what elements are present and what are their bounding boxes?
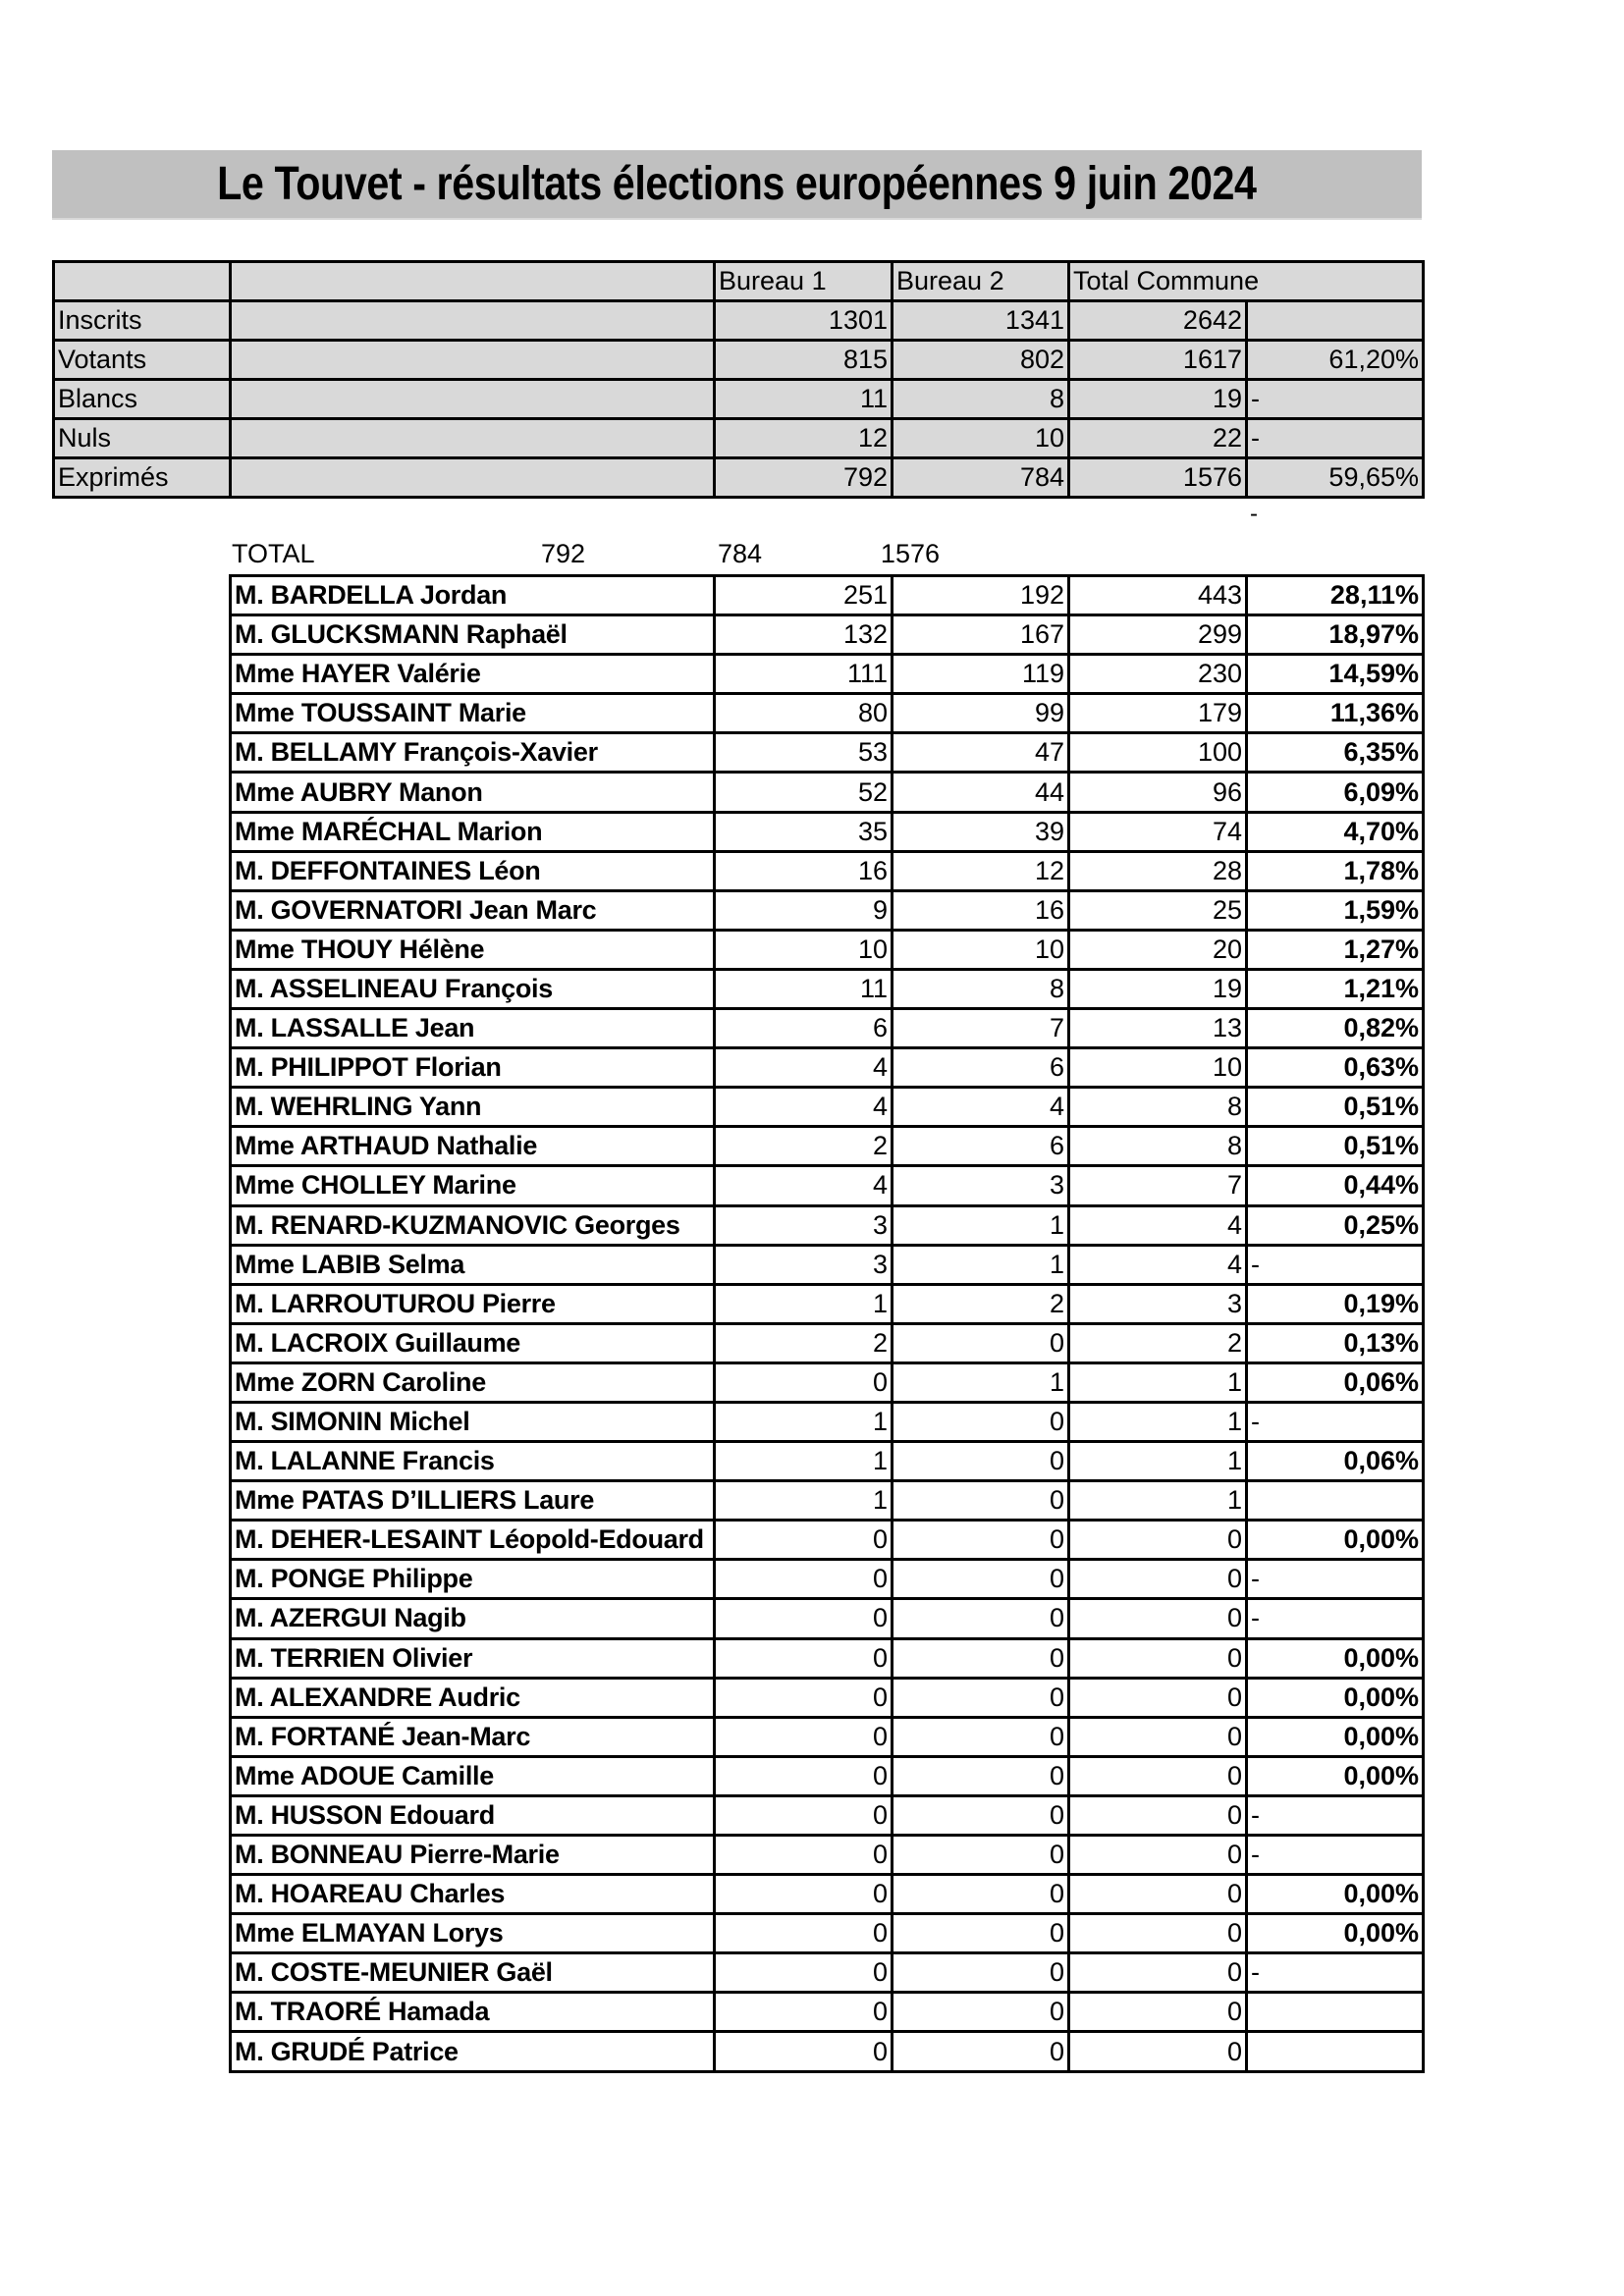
candidate-pct: 0,00%	[1247, 1756, 1424, 1795]
stray-dash: -	[1250, 501, 1258, 527]
candidate-bureau-2: 0	[893, 1914, 1069, 1953]
summary-header-cell: Bureau 1	[715, 262, 893, 301]
candidate-bureau-1: 0	[715, 1521, 893, 1560]
candidate-pct: 0,00%	[1247, 1678, 1424, 1717]
candidate-name: M. TERRIEN Olivier	[231, 1638, 715, 1678]
candidate-total: 28	[1069, 851, 1247, 890]
summary-pct: 59,65%	[1247, 458, 1424, 498]
candidate-name: M. AZERGUI Nagib	[231, 1599, 715, 1638]
candidate-total: 7	[1069, 1166, 1247, 1205]
summary-blank	[231, 419, 715, 458]
candidate-pct: -	[1247, 1560, 1424, 1599]
candidate-name: Mme ARTHAUD Nathalie	[231, 1127, 715, 1166]
candidate-bureau-1: 10	[715, 930, 893, 969]
summary-blank	[231, 341, 715, 380]
candidate-name: Mme TOUSSAINT Marie	[231, 694, 715, 733]
candidate-pct: 1,21%	[1247, 969, 1424, 1008]
candidate-bureau-2: 2	[893, 1284, 1069, 1323]
summary-table	[52, 260, 1425, 499]
candidate-bureau-1: 0	[715, 1362, 893, 1402]
summary-bureau-1: 815	[715, 341, 893, 380]
candidate-total: 0	[1069, 1756, 1247, 1795]
summary-label: Votants	[54, 341, 231, 380]
candidate-name: Mme AUBRY Manon	[231, 773, 715, 812]
candidate-bureau-1: 0	[715, 1836, 893, 1875]
candidate-name: Mme HAYER Valérie	[231, 655, 715, 694]
candidate-bureau-2: 0	[893, 1521, 1069, 1560]
candidate-total: 0	[1069, 1678, 1247, 1717]
candidate-bureau-1: 0	[715, 1953, 893, 1993]
total-row	[229, 535, 1422, 574]
candidate-bureau-2: 44	[893, 773, 1069, 812]
candidate-bureau-2: 6	[893, 1048, 1069, 1088]
title-bar	[52, 150, 1422, 220]
candidate-pct: 18,97%	[1247, 615, 1424, 655]
summary-row	[54, 380, 1424, 419]
candidate-bureau-2: 6	[893, 1127, 1069, 1166]
summary-label: Blancs	[54, 380, 231, 419]
candidate-bureau-2: 192	[893, 576, 1069, 615]
summary-total: 2642	[1069, 301, 1247, 341]
candidate-name: M. DEHER-LESAINT Léopold-Edouard	[231, 1521, 715, 1560]
candidate-name: Mme ZORN Caroline	[231, 1362, 715, 1402]
candidate-pct: 0,00%	[1247, 1914, 1424, 1953]
candidate-bureau-2: 0	[893, 1638, 1069, 1678]
candidate-pct: -	[1247, 1402, 1424, 1441]
candidate-total: 74	[1069, 812, 1247, 851]
candidate-name: M. ALEXANDRE Audric	[231, 1678, 715, 1717]
candidate-total: 20	[1069, 930, 1247, 969]
candidate-pct: 0,63%	[1247, 1048, 1424, 1088]
candidate-bureau-2: 0	[893, 2032, 1069, 2071]
candidate-bureau-1: 0	[715, 1638, 893, 1678]
candidate-bureau-1: 0	[715, 2032, 893, 2071]
candidate-bureau-1: 0	[715, 1678, 893, 1717]
summary-header-row	[54, 262, 1424, 301]
candidate-row	[231, 1009, 1424, 1048]
summary-row	[54, 458, 1424, 498]
candidate-bureau-2: 0	[893, 1599, 1069, 1638]
candidate-pct: 1,59%	[1247, 890, 1424, 930]
page-title: Le Touvet - résultats élections européennes 9 juin 2024	[217, 158, 1257, 210]
candidate-row	[231, 576, 1424, 615]
candidate-bureau-1: 1	[715, 1481, 893, 1521]
candidate-pct: 0,06%	[1247, 1362, 1424, 1402]
candidate-bureau-2: 0	[893, 1402, 1069, 1441]
candidate-name: M. LALANNE Francis	[231, 1442, 715, 1481]
candidate-name: M. HOAREAU Charles	[231, 1875, 715, 1914]
summary-row	[54, 341, 1424, 380]
summary-bureau-2: 784	[893, 458, 1069, 498]
candidate-bureau-1: 2	[715, 1323, 893, 1362]
candidate-pct: 0,06%	[1247, 1442, 1424, 1481]
candidate-bureau-1: 16	[715, 851, 893, 890]
candidate-total: 8	[1069, 1088, 1247, 1127]
candidate-bureau-2: 47	[893, 733, 1069, 773]
candidate-bureau-1: 4	[715, 1088, 893, 1127]
candidate-total: 1	[1069, 1402, 1247, 1441]
candidate-row	[231, 2032, 1424, 2071]
candidate-name: Mme MARÉCHAL Marion	[231, 812, 715, 851]
candidate-total: 443	[1069, 576, 1247, 615]
candidate-bureau-1: 0	[715, 1560, 893, 1599]
candidates-table	[229, 574, 1425, 2073]
candidate-row	[231, 1323, 1424, 1362]
summary-blank	[231, 458, 715, 498]
candidate-row	[231, 1245, 1424, 1284]
candidate-bureau-1: 0	[715, 1795, 893, 1835]
candidate-bureau-1: 4	[715, 1048, 893, 1088]
candidate-bureau-2: 0	[893, 1481, 1069, 1521]
candidate-row	[231, 1362, 1424, 1402]
candidate-bureau-2: 0	[893, 1717, 1069, 1756]
candidate-name: M. WEHRLING Yann	[231, 1088, 715, 1127]
candidate-row	[231, 1875, 1424, 1914]
candidate-row	[231, 1166, 1424, 1205]
candidate-pct: -	[1247, 1953, 1424, 1993]
candidate-row	[231, 773, 1424, 812]
candidate-total: 0	[1069, 1914, 1247, 1953]
candidate-total: 1	[1069, 1362, 1247, 1402]
candidate-pct: 0,19%	[1247, 1284, 1424, 1323]
candidate-bureau-1: 11	[715, 969, 893, 1008]
candidate-bureau-1: 6	[715, 1009, 893, 1048]
candidate-bureau-2: 0	[893, 1442, 1069, 1481]
candidate-row	[231, 1127, 1424, 1166]
candidate-row	[231, 1205, 1424, 1245]
candidate-row	[231, 1521, 1424, 1560]
total-label: TOTAL	[232, 539, 315, 568]
candidate-name: M. FORTANÉ Jean-Marc	[231, 1717, 715, 1756]
candidate-pct: -	[1247, 1836, 1424, 1875]
candidate-bureau-2: 10	[893, 930, 1069, 969]
candidate-bureau-2: 0	[893, 1993, 1069, 2032]
candidate-pct: 0,25%	[1247, 1205, 1424, 1245]
candidate-bureau-2: 0	[893, 1560, 1069, 1599]
total-bureau-2: 784	[717, 539, 762, 568]
candidate-total: 4	[1069, 1205, 1247, 1245]
summary-header-cell	[231, 262, 715, 301]
candidate-row	[231, 1481, 1424, 1521]
summary-blank	[231, 380, 715, 419]
candidate-bureau-1: 0	[715, 1599, 893, 1638]
candidate-name: Mme LABIB Selma	[231, 1245, 715, 1284]
candidate-row	[231, 1088, 1424, 1127]
candidate-name: M. BARDELLA Jordan	[231, 576, 715, 615]
candidate-row	[231, 1795, 1424, 1835]
candidate-bureau-2: 0	[893, 1323, 1069, 1362]
candidate-pct: 0,44%	[1247, 1166, 1424, 1205]
summary-bureau-2: 8	[893, 380, 1069, 419]
candidate-bureau-2: 0	[893, 1756, 1069, 1795]
summary-bureau-1: 11	[715, 380, 893, 419]
candidate-total: 0	[1069, 1717, 1247, 1756]
candidate-row	[231, 733, 1424, 773]
summary-pct	[1247, 301, 1424, 341]
candidate-bureau-1: 0	[715, 1914, 893, 1953]
candidate-row	[231, 1599, 1424, 1638]
candidate-bureau-1: 52	[715, 773, 893, 812]
candidate-total: 0	[1069, 1836, 1247, 1875]
candidate-name: Mme THOUY Hélène	[231, 930, 715, 969]
candidate-pct: 0,13%	[1247, 1323, 1424, 1362]
candidate-bureau-2: 119	[893, 655, 1069, 694]
candidate-row	[231, 851, 1424, 890]
summary-total: 19	[1069, 380, 1247, 419]
candidate-bureau-2: 16	[893, 890, 1069, 930]
candidate-bureau-2: 0	[893, 1795, 1069, 1835]
summary-label: Exprimés	[54, 458, 231, 498]
candidate-name: M. COSTE-MEUNIER Gaël	[231, 1953, 715, 1993]
candidate-pct: 1,27%	[1247, 930, 1424, 969]
candidate-name: M. SIMONIN Michel	[231, 1402, 715, 1441]
candidate-bureau-2: 1	[893, 1362, 1069, 1402]
candidate-name: M. GLUCKSMANN Raphaël	[231, 615, 715, 655]
candidate-bureau-2: 0	[893, 1836, 1069, 1875]
candidate-total: 4	[1069, 1245, 1247, 1284]
candidate-total: 0	[1069, 1599, 1247, 1638]
candidate-total: 25	[1069, 890, 1247, 930]
candidate-bureau-2: 0	[893, 1953, 1069, 1993]
summary-label: Inscrits	[54, 301, 231, 341]
candidate-row	[231, 1284, 1424, 1323]
candidate-bureau-1: 3	[715, 1205, 893, 1245]
candidate-pct: 1,78%	[1247, 851, 1424, 890]
candidate-pct: 4,70%	[1247, 812, 1424, 851]
candidate-pct	[1247, 2032, 1424, 2071]
summary-bureau-2: 10	[893, 419, 1069, 458]
summary-header-cell: Bureau 2	[893, 262, 1069, 301]
candidate-row	[231, 1756, 1424, 1795]
candidate-pct: -	[1247, 1245, 1424, 1284]
candidate-name: M. RENARD-KUZMANOVIC Georges	[231, 1205, 715, 1245]
candidate-bureau-1: 9	[715, 890, 893, 930]
candidate-name: M. ASSELINEAU François	[231, 969, 715, 1008]
candidate-row	[231, 1717, 1424, 1756]
candidate-row	[231, 1836, 1424, 1875]
candidate-name: M. TRAORÉ Hamada	[231, 1993, 715, 2032]
total-commune: 1576	[880, 539, 940, 568]
candidate-row	[231, 1560, 1424, 1599]
candidate-bureau-1: 0	[715, 1717, 893, 1756]
summary-total: 1617	[1069, 341, 1247, 380]
candidate-total: 0	[1069, 1638, 1247, 1678]
candidate-pct	[1247, 1481, 1424, 1521]
candidate-total: 179	[1069, 694, 1247, 733]
candidate-pct: 0,00%	[1247, 1875, 1424, 1914]
candidate-row	[231, 930, 1424, 969]
candidate-total: 8	[1069, 1127, 1247, 1166]
summary-pct: -	[1247, 380, 1424, 419]
summary-total: 22	[1069, 419, 1247, 458]
candidate-row	[231, 1048, 1424, 1088]
summary-blank	[231, 301, 715, 341]
candidate-name: M. HUSSON Edouard	[231, 1795, 715, 1835]
candidate-row	[231, 694, 1424, 733]
candidate-total: 0	[1069, 1560, 1247, 1599]
summary-total: 1576	[1069, 458, 1247, 498]
candidate-total: 10	[1069, 1048, 1247, 1088]
candidate-name: Mme ELMAYAN Lorys	[231, 1914, 715, 1953]
candidate-total: 230	[1069, 655, 1247, 694]
candidate-total: 0	[1069, 1993, 1247, 2032]
candidate-row	[231, 1914, 1424, 1953]
candidate-pct: 0,82%	[1247, 1009, 1424, 1048]
candidate-total: 19	[1069, 969, 1247, 1008]
summary-header-cell	[54, 262, 231, 301]
candidate-name: M. LACROIX Guillaume	[231, 1323, 715, 1362]
candidate-name: M. BELLAMY François-Xavier	[231, 733, 715, 773]
candidate-bureau-2: 0	[893, 1875, 1069, 1914]
candidate-bureau-2: 167	[893, 615, 1069, 655]
candidate-bureau-1: 0	[715, 1756, 893, 1795]
candidate-bureau-2: 7	[893, 1009, 1069, 1048]
candidate-total: 0	[1069, 1875, 1247, 1914]
candidate-bureau-1: 4	[715, 1166, 893, 1205]
candidate-total: 0	[1069, 1953, 1247, 1993]
summary-pct: 61,20%	[1247, 341, 1424, 380]
candidate-total: 13	[1069, 1009, 1247, 1048]
summary-bureau-1: 1301	[715, 301, 893, 341]
summary-bureau-2: 802	[893, 341, 1069, 380]
candidate-bureau-2: 0	[893, 1678, 1069, 1717]
candidate-total: 1	[1069, 1442, 1247, 1481]
summary-pct: -	[1247, 419, 1424, 458]
summary-header-total: Total Commune	[1069, 262, 1424, 301]
candidate-name: M. GOVERNATORI Jean Marc	[231, 890, 715, 930]
candidate-total: 100	[1069, 733, 1247, 773]
candidate-bureau-1: 0	[715, 1875, 893, 1914]
candidate-bureau-1: 111	[715, 655, 893, 694]
candidate-pct: 0,00%	[1247, 1717, 1424, 1756]
candidate-bureau-2: 4	[893, 1088, 1069, 1127]
candidate-total: 1	[1069, 1481, 1247, 1521]
candidate-bureau-2: 99	[893, 694, 1069, 733]
candidate-bureau-1: 251	[715, 576, 893, 615]
candidate-row	[231, 1402, 1424, 1441]
summary-label: Nuls	[54, 419, 231, 458]
candidate-pct: 11,36%	[1247, 694, 1424, 733]
candidate-row	[231, 615, 1424, 655]
candidate-bureau-2: 12	[893, 851, 1069, 890]
candidate-bureau-1: 2	[715, 1127, 893, 1166]
candidate-row	[231, 890, 1424, 930]
candidate-row	[231, 1442, 1424, 1481]
candidate-pct: 0,51%	[1247, 1127, 1424, 1166]
candidate-pct: -	[1247, 1599, 1424, 1638]
candidate-row	[231, 812, 1424, 851]
candidate-total: 0	[1069, 1795, 1247, 1835]
candidate-pct	[1247, 1993, 1424, 2032]
candidate-total: 299	[1069, 615, 1247, 655]
total-bureau-1: 792	[540, 539, 585, 568]
candidate-pct: 14,59%	[1247, 655, 1424, 694]
candidate-name: Mme ADOUE Camille	[231, 1756, 715, 1795]
candidate-pct: 0,51%	[1247, 1088, 1424, 1127]
candidate-name: M. BONNEAU Pierre-Marie	[231, 1836, 715, 1875]
candidate-bureau-2: 1	[893, 1205, 1069, 1245]
candidate-row	[231, 655, 1424, 694]
candidate-pct: 0,00%	[1247, 1638, 1424, 1678]
candidate-bureau-1: 1	[715, 1284, 893, 1323]
candidate-row	[231, 1993, 1424, 2032]
candidate-row	[231, 1678, 1424, 1717]
candidate-name: Mme PATAS D’ILLIERS Laure	[231, 1481, 715, 1521]
candidate-bureau-1: 132	[715, 615, 893, 655]
candidate-row	[231, 1953, 1424, 1993]
candidate-name: M. PONGE Philippe	[231, 1560, 715, 1599]
candidate-total: 3	[1069, 1284, 1247, 1323]
candidate-pct: 6,09%	[1247, 773, 1424, 812]
summary-row	[54, 301, 1424, 341]
candidate-bureau-2: 8	[893, 969, 1069, 1008]
candidate-bureau-2: 39	[893, 812, 1069, 851]
candidate-bureau-1: 0	[715, 1993, 893, 2032]
candidate-name: M. LASSALLE Jean	[231, 1009, 715, 1048]
candidate-total: 0	[1069, 1521, 1247, 1560]
candidate-total: 2	[1069, 1323, 1247, 1362]
candidate-total: 0	[1069, 2032, 1247, 2071]
summary-bureau-1: 792	[715, 458, 893, 498]
candidate-bureau-2: 3	[893, 1166, 1069, 1205]
candidate-name: Mme CHOLLEY Marine	[231, 1166, 715, 1205]
candidate-bureau-1: 1	[715, 1402, 893, 1441]
candidate-row	[231, 969, 1424, 1008]
candidate-pct: 6,35%	[1247, 733, 1424, 773]
candidate-name: M. DEFFONTAINES Léon	[231, 851, 715, 890]
summary-bureau-1: 12	[715, 419, 893, 458]
candidate-name: M. GRUDÉ Patrice	[231, 2032, 715, 2071]
summary-bureau-2: 1341	[893, 301, 1069, 341]
candidate-name: M. LARROUTUROU Pierre	[231, 1284, 715, 1323]
candidate-pct: 28,11%	[1247, 576, 1424, 615]
candidate-bureau-1: 1	[715, 1442, 893, 1481]
candidate-bureau-1: 35	[715, 812, 893, 851]
candidate-bureau-1: 53	[715, 733, 893, 773]
candidate-bureau-1: 3	[715, 1245, 893, 1284]
candidate-pct: 0,00%	[1247, 1521, 1424, 1560]
candidate-pct: -	[1247, 1795, 1424, 1835]
candidate-bureau-1: 80	[715, 694, 893, 733]
candidate-total: 96	[1069, 773, 1247, 812]
candidate-row	[231, 1638, 1424, 1678]
candidate-name: M. PHILIPPOT Florian	[231, 1048, 715, 1088]
candidate-bureau-2: 1	[893, 1245, 1069, 1284]
summary-row	[54, 419, 1424, 458]
